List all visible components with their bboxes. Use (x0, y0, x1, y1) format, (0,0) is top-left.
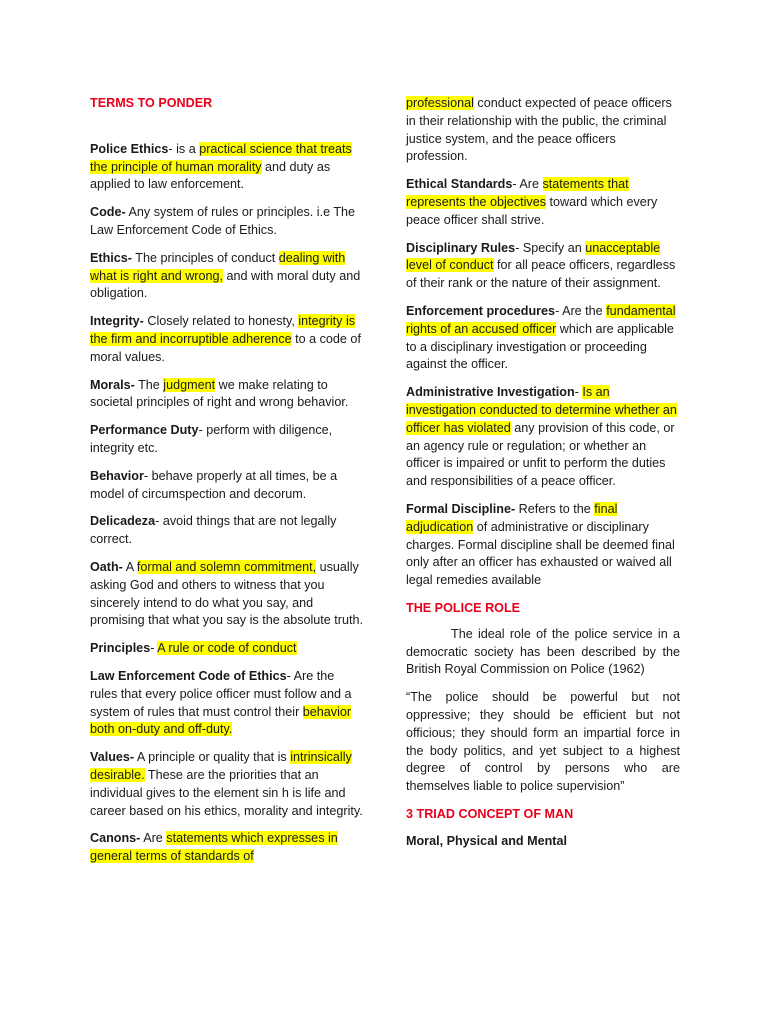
highlight: unacceptable level of conduct (406, 240, 661, 273)
triad-text: Moral, Physical and Mental (406, 833, 567, 848)
term-definition: A principle or quality that is (136, 750, 291, 765)
highlight: integrity is the firm and incorruptible adherence (90, 314, 356, 346)
highlight: statements which expresses in general terms of standards of (90, 831, 338, 864)
term-definition: Specify an (522, 240, 586, 255)
triad-heading: 3 TRIAD CONCEPT OF MAN (406, 806, 574, 821)
term-separator: - (555, 303, 563, 318)
term-entry (90, 513, 365, 549)
term-definition: Are (519, 177, 543, 192)
term-definition-end: we make relating to societal principles of right and wrong behavior. (90, 377, 349, 410)
term-definition-end: and duty as applied to law enforcement. (90, 159, 331, 192)
term-name: Morals- (90, 377, 135, 392)
term-definition: The principles of conduct (135, 250, 279, 265)
highlight: formal and solemn commitment, (136, 559, 317, 574)
highlight: Is an investigation conducted to determine whether an officer has violated (406, 385, 677, 435)
highlight: final adjudication (406, 501, 618, 534)
term-entry (406, 303, 680, 374)
term-definition: Any system of rules or principles. i.e The Law Enforcement Code of Ethics. (90, 205, 356, 237)
term-name: Disciplinary Rules (406, 240, 516, 255)
term-definition: Are the (562, 303, 607, 318)
term-definition-end: toward which every peace officer shall strive. (406, 194, 658, 227)
term-name: Values- (90, 750, 135, 765)
left-column (90, 95, 365, 876)
term-definition-end: These are the priorities that an individual gives to the element sin h is life and career based on his ethics, morality and integrity. (90, 767, 363, 818)
term-definition: avoid things that are not legally correct. (90, 514, 337, 547)
term-separator: - (574, 385, 583, 400)
term-separator: - (143, 468, 152, 483)
term-name: Delicadeza (90, 514, 156, 529)
right-terms-list (406, 176, 680, 590)
term-definition: The (138, 377, 164, 392)
highlight: intrinsically desirable. (90, 750, 352, 782)
term-entry (90, 250, 365, 303)
right-column (406, 95, 680, 850)
term-name: Oath- (90, 559, 123, 574)
term-definition: Are the rules that every police officer must follow and a system of rules that must control their (90, 668, 352, 719)
term-entry (406, 240, 680, 293)
term-definition: Refers to the (518, 501, 595, 516)
term-name: Police Ethics (90, 141, 169, 156)
term-definition-end: and with moral duty and obligation. (90, 268, 361, 301)
term-name: Administrative Investigation (406, 385, 575, 400)
term-name: Law Enforcement Code of Ethics (90, 668, 287, 683)
term-separator: - (286, 668, 294, 683)
canons-continuation (406, 95, 680, 166)
term-definition: behave properly at all times, be a model of circumspection and decorum. (90, 468, 338, 501)
term-entry (406, 384, 680, 491)
term-entry (90, 468, 365, 504)
term-name: Ethical Standards (406, 177, 513, 192)
term-definition-end: any provision of this code, or an agency rule or regulation; or whether an officer is impaired or unfit to perform the duties and responsibilities of a peace officer. (406, 420, 675, 489)
police-role-intro: The ideal role of the police service in a democratic society has been described by the British Royal Commission on Police (1962) (406, 626, 680, 677)
highlight: behavior both on-duty and off-duty. (90, 704, 352, 737)
term-entry (90, 422, 365, 458)
term-name: Formal Discipline- (406, 501, 516, 516)
term-definition: is a (176, 141, 200, 156)
term-name: Performance Duty (90, 423, 199, 438)
term-name: Integrity- (90, 314, 144, 329)
term-definition: A (125, 559, 137, 574)
terms-heading: TERMS TO PONDER (90, 96, 213, 110)
term-name: Canons- (90, 831, 141, 846)
term-separator: - (512, 177, 520, 192)
term-name: Principles (90, 641, 151, 656)
term-entry (90, 141, 365, 194)
term-entry (90, 749, 365, 820)
term-definition-end: for all peace officers, regardless of their rank or the nature of their assignment. (406, 258, 676, 291)
term-separator: - (198, 423, 207, 438)
highlight: A rule or code of conduct (157, 641, 297, 656)
term-entry (406, 501, 680, 590)
term-definition: Closely related to honesty, (147, 314, 299, 329)
term-separator: - (150, 641, 158, 656)
term-separator: - (168, 141, 177, 156)
term-entry (90, 313, 365, 366)
term-entry (90, 377, 365, 413)
term-definition-end: usually asking God and others to witness that you sincerely intend to do what you say, and promising that what you say is the absolute truth. (90, 559, 364, 628)
left-terms-list (90, 141, 365, 866)
term-entry (90, 640, 365, 658)
term-entry (90, 204, 365, 240)
term-separator: - (155, 514, 163, 529)
term-definition-end: of administrative or disciplinary charges. Formal discipline shall be deemed final only after an officer has exhausted or waived all legal remedies available (406, 519, 675, 588)
term-definition-end: which are applicable to a disciplinary investigation or proceeding against the officer. (406, 321, 674, 372)
continuation-text: conduct expected of peace officers in their relationship with the public, the criminal justice system, and the peace officers profession. (406, 96, 672, 164)
highlight: judgment (163, 377, 216, 392)
term-name: Code- (90, 205, 126, 220)
term-definition: Are (143, 831, 167, 846)
highlight: professional (406, 96, 474, 110)
term-entry (90, 830, 365, 866)
term-name: Behavior (90, 468, 144, 483)
highlight: fundamental rights of an accused officer (406, 303, 676, 336)
term-separator: - (515, 240, 523, 255)
term-definition: perform with diligence, integrity etc. (90, 423, 333, 455)
highlight: statements that represents the objectives (406, 177, 629, 209)
police-role-quote: “The police should be powerful but not oppressive; they should be efficient but not officious; they should form an impartial force in the body politics, and yet subject to a highest degree of control by persons who are themselves liable to police supervision” (406, 690, 680, 794)
term-entry (406, 176, 680, 229)
term-name: Enforcement procedures (406, 303, 556, 318)
term-entry (90, 668, 365, 739)
highlight: practical science that treats the principle of human morality (90, 141, 352, 174)
term-name: Ethics- (90, 250, 132, 265)
police-role-heading: THE POLICE ROLE (406, 600, 521, 615)
term-definition-end: to a code of moral values. (90, 331, 361, 364)
highlight: dealing with what is right and wrong, (90, 250, 346, 283)
term-entry (90, 559, 365, 630)
